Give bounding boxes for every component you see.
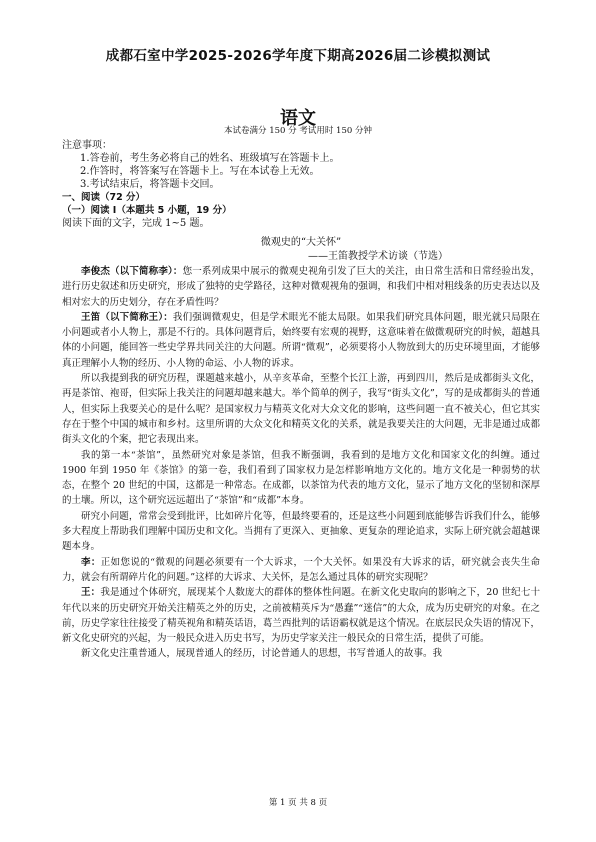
exam-title: 成都石室中学2025-2026学年度下期高2026届二诊模拟测试 xyxy=(105,48,491,64)
paragraph-text: 您一系列成果中展示的微观史视角引发了巨大的关注，由日常生活和日常经验出发，进行历史叙述和历史研究，形成了独特的史学路径，这种对微观视角的强调，和我们中相对粗线条的历史表达以及相对宏大的历史划分，存在矛盾性吗？ xyxy=(62,266,540,308)
article-paragraph xyxy=(62,509,540,555)
article-paragraph xyxy=(62,371,540,447)
article-paragraph xyxy=(62,310,540,371)
article-title: 微观史的“大关怀” xyxy=(260,237,342,248)
notice-item: 2.作答时，将答案写在答题卡上。写在本试卷上无效。 xyxy=(80,166,320,177)
exam-meta: 本试卷满分 150 分 考试用时 150 分钟 xyxy=(224,126,372,136)
speaker-label: 王笛（以下简称王）： xyxy=(81,311,173,323)
article-paragraph xyxy=(62,585,540,646)
subject-title: 语文 xyxy=(280,108,316,129)
article-paragraph xyxy=(62,555,540,586)
notice-item: 3.考试结束后，将答题卡交回。 xyxy=(80,179,220,190)
paragraph-text: 我是通过个体研究，展现某个人数庞大的群体的整体性问题。在新文化史取向的影响之下，20 世纪七十年代以来的历史研究开始关注精英之外的历史，之前被精英斥为“愚蠢”“迷信”的大众，成为历史研究的对象。在之前，历史学家往往接受了精英视角和精英话语，葛兰西批判的话语霸权就是这个情况。在底层民众失语的情况下，新文化史研究的兴起，为一般民众进入历史书写，为历史学家关注一般民众的日常生活，提供了可能。 xyxy=(62,587,540,645)
speaker-label: 李俊杰（以下简称李）： xyxy=(81,266,183,277)
paragraph-text: 所以我提到我的研究历程，课题越来越小，从辛亥革命，至整个长江上游，再到四川，然后是成都街头文化，再是茶馆、袍哥，但实际上我关注的问题却越来越大。举个简单的例子，我写“街头文化”，写的是成都街头的普通人，但实际上我要关心的是什么呢？是国家权力与精英文化对大众文化的影响，这些问题一直不被关心，但它其实存在于整个中国的城市和乡村。这里所谓的大众文化和精英文化的关系，就是我要关注的大问题，无非是通过成都街头文化的个案，把它表现出来。 xyxy=(62,373,540,446)
speaker-label: 王： xyxy=(81,587,101,599)
part-heading: 一、阅读（72 分） xyxy=(62,192,146,203)
paragraph-text: 我们强调微观史，但是学术眼光不能太局限。如果我们研究具体问题，眼光就只局限在小问题或者小人物上，那是不行的。具体问题背后，始终要有宏观的视野，这意味着在做微观研究的时候，超越具体的小问题，能回答一些史学界共同关注的大问题。所谓“微观”，必须要将小人物放到大的历史环境里面，才能够真正理解小人物的经历、小人物的命运、小人物的诉求。 xyxy=(62,311,540,369)
article-paragraph xyxy=(62,264,540,310)
article-paragraph xyxy=(62,448,540,509)
article xyxy=(62,236,540,662)
notice-heading: 注意事项： xyxy=(62,140,112,151)
paragraph-text: 新文化史注重普通人，展现普通人的经历，讨论普通人的思想，书写普通人的故事。我 xyxy=(81,648,443,660)
reading-instruction: 阅读下面的文字，完成 1~5 题。 xyxy=(62,218,210,229)
paragraph-text: 研究小问题，常常会受到批评，比如碎片化等，但最终要看的，还是这些小问题到底能够告诉我们什么，能够多大程度上帮助我们理解中国历史和文化。当拥有了更深入、更抽象、更复杂的理论追求，实际上研究就会超越课题本身。 xyxy=(62,510,540,553)
notice-item: 1.答卷前，考生务必将自己的姓名、班级填写在答题卡上。 xyxy=(80,153,340,164)
article-subtitle: ——王笛教授学术访谈（节选） xyxy=(308,251,448,262)
page-footer: 第 1 页 共 8 页 xyxy=(268,798,328,808)
paragraph-text: 我的第一本“茶馆”，虽然研究对象是茶馆，但我不断强调，我看到的是地方文化和国家文化的纠缠。通过 1900 年到 1950 年《茶馆》的第一卷，我们看到了国家权力是怎样影响地方文化的。地方文化是一种弱势的状态，在整个 20 世纪的中国，这都是一种常态。在成都，以茶馆为代表的地方文化，显示了地方文化的坚韧和深厚的土壤。所以，这个研究远远超出了“茶馆”和“成都”本身。 xyxy=(62,449,540,507)
article-paragraph xyxy=(62,646,540,661)
notice-section xyxy=(62,139,540,230)
paragraph-text: 正如您说的“微观的问题必须要有一个大诉求，一个大关怀。如果没有大诉求的话，研究就会丧失生命力，就会有所谓碎片化的问题。”这样的大诉求、大关怀，是怎么通过具体的研究实现呢？ xyxy=(62,556,540,583)
speaker-label: 李： xyxy=(81,556,101,568)
subpart-heading: （一）阅读 I（本题共 5 小题，19 分） xyxy=(62,205,232,216)
